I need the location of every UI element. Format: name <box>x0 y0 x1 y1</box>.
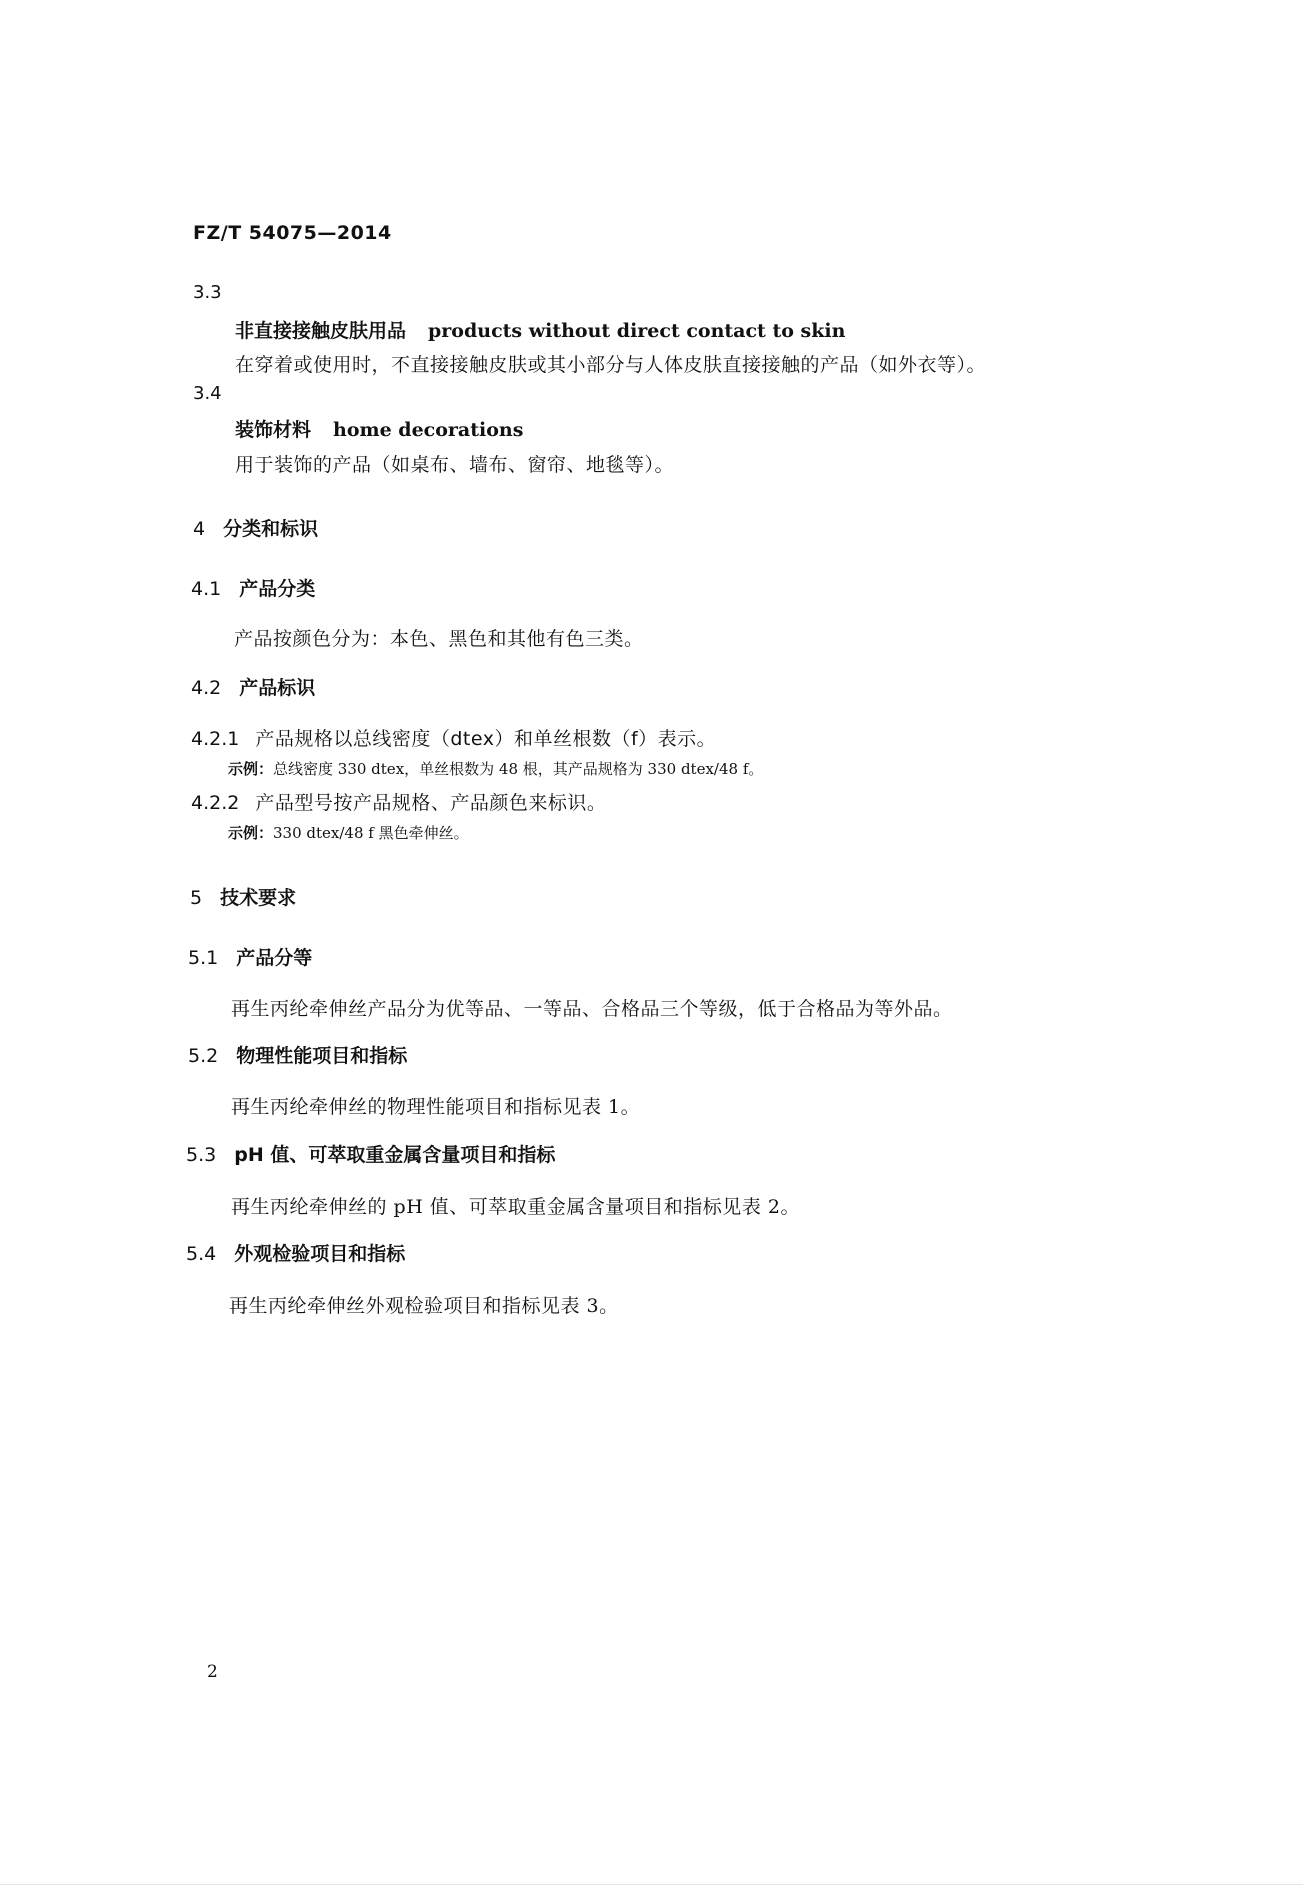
clause-4-2-2-example <box>228 822 469 843</box>
section-4-2-heading <box>191 673 315 700</box>
section-number: 4.1 <box>191 578 222 600</box>
section-5-1-heading <box>188 943 312 970</box>
section-number: 5.1 <box>188 947 219 969</box>
bottom-divider <box>0 1884 1303 1885</box>
section-5-4-heading <box>186 1239 405 1266</box>
term-cn: 装饰材料 <box>235 419 312 441</box>
section-number: 5.2 <box>188 1045 219 1067</box>
term-cn: 非直接接触皮肤用品 <box>235 320 407 342</box>
section-5-2-text: 再生丙纶牵伸丝的物理性能项目和指标见表 1。 <box>231 1096 641 1118</box>
clause-4-2-1-example <box>228 758 763 779</box>
section-5-3-heading <box>186 1140 555 1167</box>
page-number: 2 <box>207 1662 218 1682</box>
clause-number: 4.2.1 <box>191 728 240 750</box>
document-header-id: FZ/T 54075—2014 <box>193 222 392 244</box>
section-title: 物理性能项目和指标 <box>236 1045 408 1067</box>
section-4-1-text: 产品按颜色分为：本色、黑色和其他有色三类。 <box>234 628 644 650</box>
section-number: 5.4 <box>186 1243 217 1265</box>
clause-3-4-number: 3.4 <box>193 383 222 404</box>
clause-text: 产品规格以总线密度（dtex）和单丝根数（f）表示。 <box>255 728 717 750</box>
section-number: 4 <box>193 518 206 540</box>
clause-3-3-definition: 在穿着或使用时，不直接接触皮肤或其小部分与人体皮肤直接接触的产品（如外衣等）。 <box>235 354 987 376</box>
section-title: 技术要求 <box>220 887 297 909</box>
clause-4-2-2 <box>191 788 606 815</box>
example-text: 330 dtex/48 f 黑色牵伸丝。 <box>273 824 469 842</box>
section-title: 产品标识 <box>239 677 316 699</box>
section-number: 5 <box>190 887 203 909</box>
example-label: 示例： <box>228 760 274 778</box>
example-text: 总线密度 330 dtex，单丝根数为 48 根，其产品规格为 330 dtex/48 f。 <box>273 760 764 778</box>
section-5-heading <box>190 883 296 910</box>
example-label: 示例： <box>228 824 274 842</box>
term-en: home decorations <box>333 419 524 441</box>
section-number: 5.3 <box>186 1144 217 1166</box>
section-5-2-heading <box>188 1041 407 1068</box>
section-number: 4.2 <box>191 677 222 699</box>
section-5-1-text: 再生丙纶牵伸丝产品分为优等品、一等品、合格品三个等级，低于合格品为等外品。 <box>231 998 953 1020</box>
clause-3-4-definition: 用于装饰的产品（如桌布、墙布、窗帘、地毯等）。 <box>235 454 675 476</box>
clause-3-4-term <box>235 415 523 442</box>
clause-3-3-number: 3.3 <box>193 282 222 303</box>
section-title: 分类和标识 <box>223 518 319 540</box>
section-4-1-heading <box>191 574 315 601</box>
section-title: 产品分等 <box>236 947 313 969</box>
clause-4-2-1 <box>191 724 716 751</box>
section-5-4-text: 再生丙纶牵伸丝外观检验项目和指标见表 3。 <box>229 1295 619 1317</box>
section-5-3-text: 再生丙纶牵伸丝的 pH 值、可萃取重金属含量项目和指标见表 2。 <box>231 1196 800 1218</box>
section-title: 产品分类 <box>239 578 316 600</box>
term-en: products without direct contact to skin <box>428 320 846 342</box>
section-title: 外观检验项目和指标 <box>234 1243 406 1265</box>
clause-3-3-term <box>235 316 845 343</box>
clause-number: 4.2.2 <box>191 792 240 814</box>
section-title: pH 值、可萃取重金属含量项目和指标 <box>234 1144 556 1166</box>
section-4-heading <box>193 514 318 541</box>
clause-text: 产品型号按产品规格、产品颜色来标识。 <box>255 792 607 814</box>
